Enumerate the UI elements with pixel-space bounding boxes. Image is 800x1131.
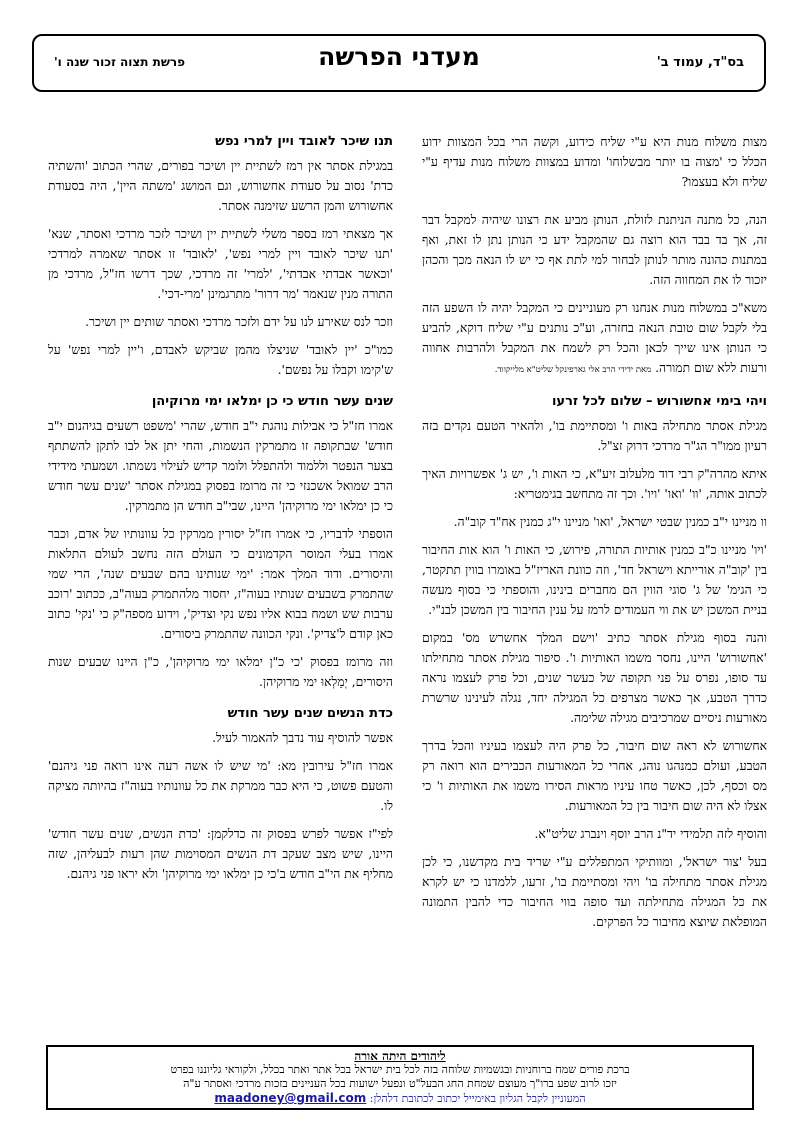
paragraph: אמרו חז"ל עירובין מא: 'מי שיש לו אשה רעה אינו רואה פני גיהנם' והטעם פשוט, כי היא כבר ממרקת את כל עוונותיו בעוה"ז בהיותה מציקה לו.: [48, 759, 393, 813]
parsha-label: פרשת תצוה זכור שנה ו': [54, 55, 186, 69]
left-column: [48, 132, 393, 892]
footer-box: [46, 1045, 754, 1110]
paragraph: אך מצאתי רמז בספר משלי לשתיית יין ושיכר לזכר מרדכי ואסתר, שנא' 'תנו שיכר לאובד ויין למרי נפש', 'לאובד' זו אסתר שאמרה למרדכי 'וכאשר אבדתי אבדתי', 'למרי' זה מרדכי, שכך דרשו חז"ל, מרדכי מן התורה מנין שנאמר 'מר דרור' מתרגמינן 'מרי-דכי'.: [48, 227, 393, 301]
page-title: מעדני הפרשה: [318, 42, 480, 71]
paragraph: הנה, כל מתנה הניתנת לזולת, הנותן מביע את רצונו שיהיה למקבל דבר זה, אך בד בבד הוא רוצה גם שהמקבל ידע כי הנותן נתן לו זאת, ואף במתנות כהונה מותר לנותן לבחור למי לתת אף כי יש לו הנאה מכך והכהן יזכור לו את המחווה הזה.: [422, 213, 767, 287]
section-heading: כדת הנשים שנים עשר חודש: [227, 706, 393, 721]
paragraph: מגילת אסתר מתחילה באות ו' ומסתיימת בו', ולהאיר הטעם נקדים בזה רעיון ממו"ר הג"ר מרדכי דרוק זצ"ל.: [422, 419, 767, 453]
paragraph-text: משא"כ במשלוח מנות אנחנו רק מעוניינים כי המקבל יהיה לו השפע הזה בלי לקבל שום טובת הנאה בחזרה, וע"כ נותנים ע"י שליח דוקא, להביע כי הנותן אינו שייך לכאן והכל רק לשמח את המקבל ולהרבות אחווה ורעות ללא שום תמורה.: [422, 301, 767, 375]
subscribe-text: המעוניין לקבל הגליון באימייל יכתוב לכתובת דלהלן:: [369, 1092, 586, 1105]
paragraph: והוסיף לזה תלמידי יד"נ הרב יוסף וינברג שליט"א.: [534, 827, 767, 841]
footer-title: ליהודים היתה אורה: [354, 1049, 446, 1063]
paragraph: אחשורוש לא ראה שום חיבור, כל פרק היה לעצמו בעיניו והכל בדרך הטבע, ועולם כמנהגו נוהג, אחרי כל המאורעות הכבירים הוא רואה רק מס וכסף, לכן, כאשר טחו עיניו מראות הסירו משמו את האותיות ו' כי אצלו לא היה שום חיבור בין כל המאורעות.: [422, 739, 767, 813]
paragraph: 'ויו' מניינו כ"ב כמנין אותיות התורה, פירוש, כי האות ו' הוא אות החיבור בין 'קוב"ה אורייתא וישראל חד', וזה כוונת האריז"ל באומרו בווין תתקטר, כי הגימ' של ג' סוגי הווין הם מחברים בינינו, והוספתי כי בסוף מעשה בניית המשכן יש את ווי העמודים לרמז על ענין החיבור בין המשכן לבנ"י.: [422, 543, 767, 617]
paragraph: [422, 298, 767, 380]
paragraph: כמו"כ 'יין לאובד' שניצלו מהמן שביקש לאבדם, ו'יין למרי נפש' על ש'קימו וקבלו על נפשם'.: [48, 343, 393, 377]
paragraph: במגילת אסתר אין רמז לשתיית יין ושיכר בפורים, שהרי הכתוב 'והשתיה כדת' נסוב על סעודת אחשורוש, וגם המושג 'משתה היין', היה בסעודת אחשורוש והמן הרשע שזימנה אסתר.: [48, 159, 393, 213]
section-heading: תנו שיכר לאובד ויין למרי נפש: [215, 134, 393, 149]
footer-line: ברכת פורים שמח ברוחניות ובגשמיות שלוחה בזה לכל בית ישראל בכל אתר ואתר בכלל, ולקוראי גליוננו בפרט: [170, 1063, 630, 1076]
source-credit: מאת ידידי הרב אלי גארפינקל שליט"א מלייקווד.: [494, 365, 652, 375]
paragraph: לפי"ז אפשר לפרש בפסוק זה כדלקמן: 'כדת הנשים, שנים עשר חודש' היינו, שיש מצב שעקב דת הנשים המסוימות שהן רעות לבעליהן, שזה מחליף את הי"ב חודש ב'כי כן ימלאו ימי מרוקיהן' ולא יראו פני גיהנם.: [48, 827, 393, 881]
paragraph: וו מניינו י"ב כמנין שבטי ישראל, 'ואו' מניינו י"ג כמנין אח"ד קוב"ה.: [453, 515, 767, 529]
section-heading: ויהי בימי אחשורוש – שלום לכל זרעו: [551, 394, 767, 409]
paragraph: וזה מרומז בפסוק 'כי כ"ן ימלאו ימי מרוקיהן', כ"ן היינו שבעים שנות היסורים, יְמַלְאוּ ימי מרוקיהן.: [48, 655, 393, 689]
paragraph: אפשר להוסיף עוד נדבך להאמור לעיל.: [212, 731, 393, 745]
paragraph: והנה בסוף מגילת אסתר כתיב 'וישם המלך אחשרש מס' במקום 'אחשורוש' היינו, נחסר משמו האותיות ו'. סיפור מגילת אסתר מתחילתו עד סופו, נפרס על פני תקופה של כעשר שנים, וכל פרק לעצמו נראה כדרך הטבע, אך כאשר מצרפים כל המגילה יחד, נגלה לעינינו שרשרת מאורעות ניסיים שמרכיבים מגילה שלימה.: [422, 631, 767, 725]
paragraph: אמרו חז"ל כי אבילות נוהגת י"ב חודש, שהרי 'משפט רשעים בגיהנום י"ב חודש' שבתקופה זו מתמרקין הנשמות, והחי יתן אל לבו לתקן להשתתף בצער הנפטר וללמוד ולהתפלל ולומר קדיש לעילוי נשמתו. ושמעתי מידידי הרב שמואל אשכנזי כי זה מרומז בפסוק במגילת אסתר 'שנים עשר חודש כי כן ימלאו ימי מרוקיהן' היינו, שבי"ב חודש הן מתמרקין.: [48, 419, 393, 513]
right-column: [422, 132, 767, 940]
paragraph: בעל 'צור ישראל', ומוותיקי המתפללים ע"י שריד בית מקדשנו, כי לכן מגילת אסתר מתחילה בו' ויהי ומסתיימת בו', זרעו, ללמדנו כי יש לקרא את כל המגילה מתחילתה ועד סופה בווי החיבור כדי להבין התמונה המופלאת שיוצא מחיבור כל הפרקים.: [422, 855, 767, 929]
page-header: [32, 34, 766, 92]
paragraph: איתא מהרה"ק רבי דוד מלעלוב זיע"א, כי האות ו', יש ג' אפשרויות האיך לכתוב אותה, 'וו' 'ואו' 'ויו'. וכך זה מתחשב בגימטריא:: [422, 467, 767, 501]
paragraph: מצות משלוח מנות היא ע"י שליח כידוע, וקשה הרי בכל המצוות ידוע הכלל כי 'מצוה בו יותר מבשלוחו' ומדוע במצוות משלוח מנות עדיף ע"י שליח ולא בעצמו?: [422, 135, 767, 189]
footer-line: יזכו לרוב שפע ברו"ך מעוצם שמחת החג הבעל"ט ונפעל ישועות בכל העניינים בזכות מרדכי ואסתר ע"ה: [183, 1077, 617, 1090]
section-heading: שנים עשר חודש כי כן ימלאו ימי מרוקיהן: [151, 394, 393, 409]
paragraph: הוספתי לדבריו, כי אמרו חז"ל יסורין ממרקין כל עוונותיו של אדם, וכבר אמרו בעלי המוסר הקדמונים כי העולם הזה נחשב לעולם התלאות והיסורים. ודוד המלך אמר: 'ימי שנותינו בהם שבעים שנה', הרי שמי שהתמרק בשבעים שנותיו בעוה"ז, יחסור מלהתמרק בעוה"ב, ככתוב 'רוכב ערבות שש ושמח בבוא אליו נפש נקי וצדיק', וידוע מספה"ק כי 'נקי' כתוב כאן קודם ל'צדיק'. ונקי הכוונה שהתמרק ביסורים.: [48, 527, 393, 641]
page-number-label: בס"ד, עמוד ב': [656, 55, 744, 70]
footer-subscribe-line: [48, 1091, 752, 1106]
email-link[interactable]: maadoney@gmail.com: [214, 1091, 367, 1105]
paragraph: וזכר לנס שאירע לנו על ידם ולזכר מרדכי ואסתר שותים יין ושיכר.: [85, 315, 393, 329]
